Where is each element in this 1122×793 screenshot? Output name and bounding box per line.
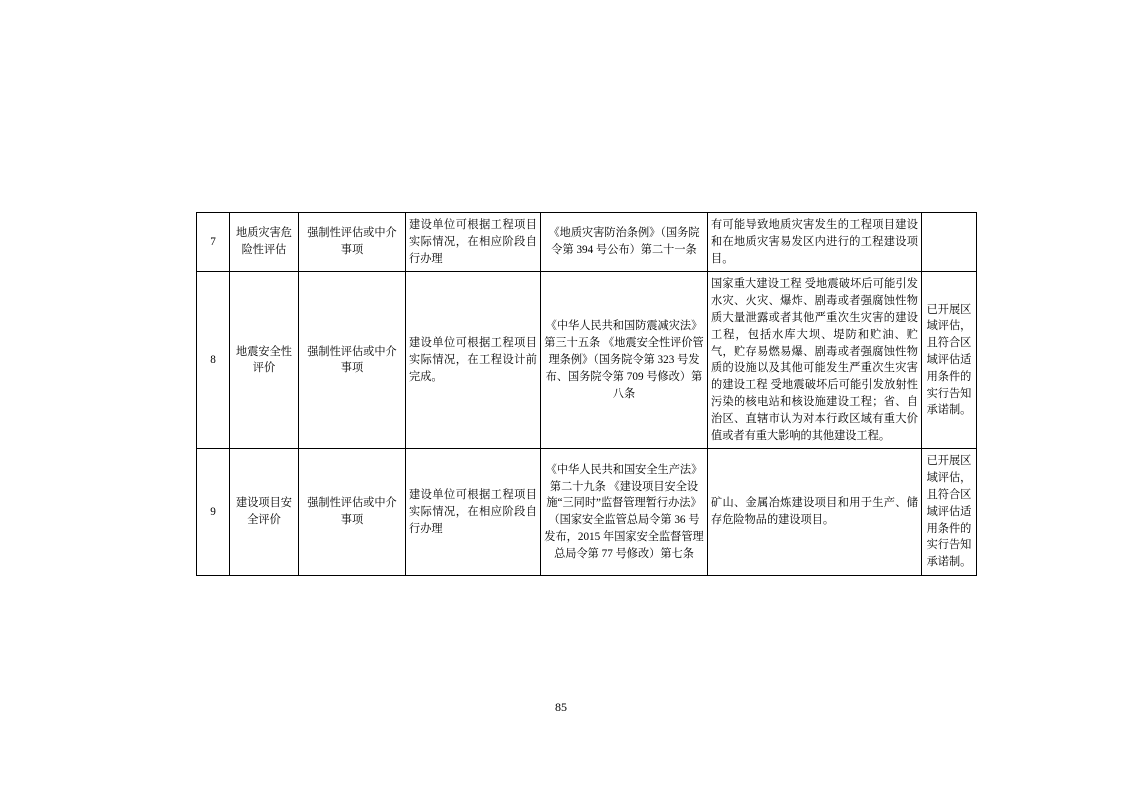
row-number: 7 [197,213,230,272]
item-type: 强制性评估或中介事项 [299,449,406,576]
applicable-scope: 矿山、金属冶炼建设项目和用于生产、储存危险物品的建设项目。 [708,449,922,576]
item-name: 地震安全性评价 [230,272,299,449]
applicable-scope: 国家重大建设工程 受地震破坏后可能引发水灾、火灾、爆炸、剧毒或者强腐蚀性物质大量泄露或者其他严重次生灾害的建设工程，包括水库大坝、堤防和贮油、贮气，贮存易燃易爆、剧毒或者强腐蚀性物质的设施以及其他可能发生严重次生灾害的建设工程 受地震破坏后可能引发放射性污染的核电站和核设施建设工程；省、自治区、直辖市认为对本行政区域有重大价值或者有重大影响的其他建设工程。 [708,272,922,449]
legal-basis: 《地质灾害防治条例》（国务院令第 394 号公布）第二十一条 [541,213,708,272]
item-type: 强制性评估或中介事项 [299,272,406,449]
processing-time: 建设单位可根据工程项目实际情况，在相应阶段自行办理 [406,213,541,272]
applicable-scope: 有可能导致地质灾害发生的工程项目建设和在地质灾害易发区内进行的工程建设项目。 [708,213,922,272]
doc-table [196,212,977,576]
administrative-items-table [196,212,972,576]
remark: 已开展区域评估，且符合区域评估适用条件的实行告知承诺制。 [922,272,977,449]
table-row [197,272,977,449]
page-number: 85 [555,700,567,714]
item-name: 地质灾害危险性评估 [230,213,299,272]
legal-basis: 《中华人民共和国防震减灾法》第三十五条 《地震安全性评价管理条例》（国务院令第 323 号发布、国务院令第 709 号修改）第八条 [541,272,708,449]
table-row [197,213,977,272]
row-number: 8 [197,272,230,449]
processing-time: 建设单位可根据工程项目实际情况，在工程设计前完成。 [406,272,541,449]
remark [922,213,977,272]
processing-time: 建设单位可根据工程项目实际情况，在相应阶段自行办理 [406,449,541,576]
item-type: 强制性评估或中介事项 [299,213,406,272]
item-name: 建设项目安全评价 [230,449,299,576]
legal-basis: 《中华人民共和国安全生产法》第二十九条 《建设项目安全设施“三同时”监督管理暂行办法》（国家安全监管总局令第 36 号发布，2015 年国家安全监督管理总局令第 77 号修改）第七条 [541,449,708,576]
row-number: 9 [197,449,230,576]
remark: 已开展区域评估，且符合区域评估适用条件的实行告知承诺制。 [922,449,977,576]
table-row [197,449,977,576]
